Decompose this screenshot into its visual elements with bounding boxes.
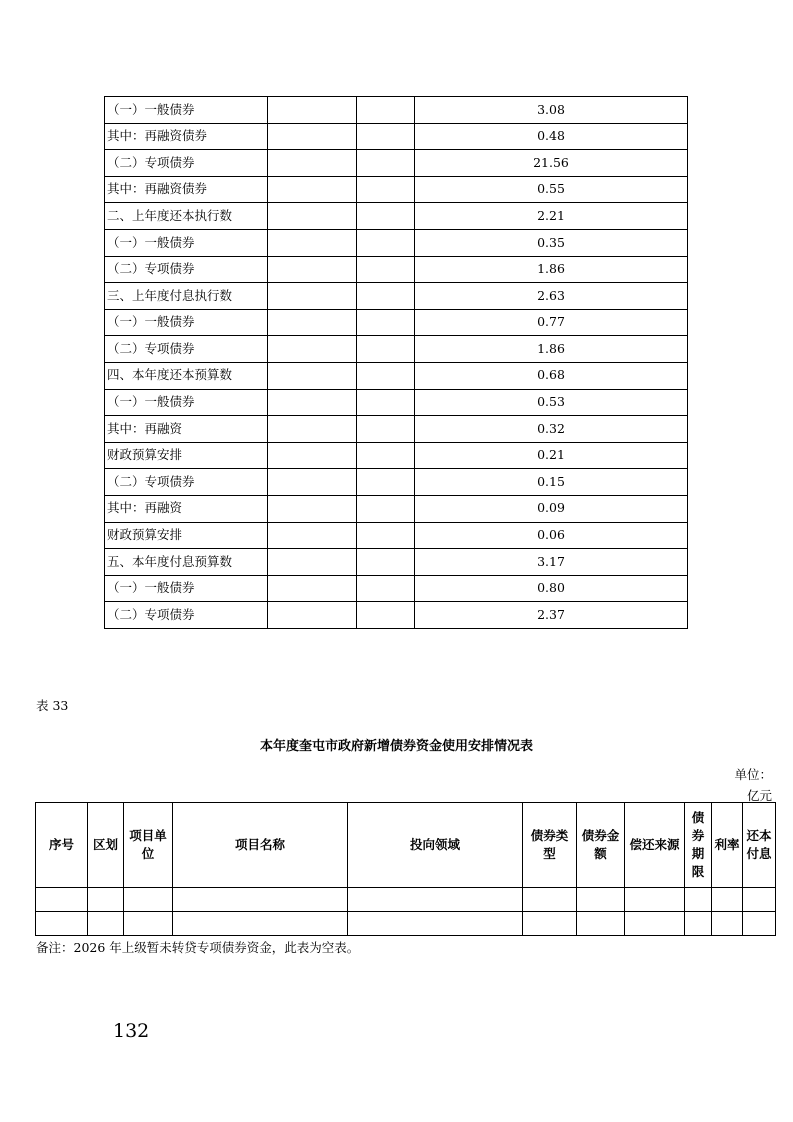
column-header-line: 型 [543,846,556,861]
row-label: （二）专项债券 [105,256,268,283]
empty-cell [357,150,415,177]
row-value: 0.68 [415,362,688,389]
table-row [105,283,688,310]
empty-cell [357,416,415,443]
empty-cell [268,389,357,416]
table-row [105,495,688,522]
empty-cell [268,575,357,602]
table-row [105,549,688,576]
empty-cell [124,912,173,936]
row-label: 三、上年度付息执行数 [105,283,268,310]
row-value: 0.06 [415,522,688,549]
row-value: 2.37 [415,602,688,629]
empty-cell [268,549,357,576]
table-row [105,522,688,549]
column-header [124,803,173,888]
row-label: 二、上年度还本执行数 [105,203,268,230]
row-value: 0.77 [415,309,688,336]
row-value: 0.80 [415,575,688,602]
empty-cell [268,469,357,496]
empty-cell [357,123,415,150]
empty-cell [268,283,357,310]
empty-cell [685,888,712,912]
table-row [105,123,688,150]
empty-cell [743,912,776,936]
column-header-line: 序号 [48,836,74,852]
empty-row [36,912,776,936]
empty-cell [357,389,415,416]
column-header-line: 利率 [714,836,740,852]
column-header-line: 投向领域 [409,836,460,852]
empty-cell [268,203,357,230]
empty-cell [523,912,577,936]
empty-cell [523,888,577,912]
table-row [105,442,688,469]
column-header-line: 偿还来源 [629,836,680,852]
empty-cell [357,442,415,469]
column-header [577,803,625,888]
row-label: 其中：再融资债券 [105,123,268,150]
empty-cell [268,416,357,443]
row-value: 0.21 [415,442,688,469]
column-header [348,803,523,888]
row-value: 0.35 [415,229,688,256]
empty-cell [348,912,523,936]
row-label: （一）一般债券 [105,229,268,256]
row-label: 其中：再融资 [105,495,268,522]
empty-cell [743,888,776,912]
column-header-line: 期 [691,846,705,861]
row-label: （二）专项债券 [105,336,268,363]
empty-cell [357,362,415,389]
empty-cell [88,888,124,912]
table-row [105,176,688,203]
empty-cell [268,256,357,283]
empty-cell [268,495,357,522]
row-label: （一）一般债券 [105,97,268,124]
table-row [105,389,688,416]
row-value: 1.86 [415,336,688,363]
empty-cell [124,888,173,912]
empty-cell [268,123,357,150]
row-label: 其中：再融资 [105,416,268,443]
empty-cell [36,888,88,912]
column-header-line: 还本 [746,827,772,843]
table-row [105,256,688,283]
empty-cell [268,522,357,549]
column-header-line: 区划 [92,836,118,852]
empty-cell [357,602,415,629]
column-header-line: 限 [691,864,705,880]
column-header [743,803,776,888]
empty-cell [577,888,625,912]
empty-cell [712,912,743,936]
row-value: 3.08 [415,97,688,124]
empty-cell [357,336,415,363]
unit-value: 亿元 [746,788,772,803]
empty-cell [357,575,415,602]
empty-cell [357,522,415,549]
empty-cell [268,150,357,177]
empty-cell [357,495,415,522]
column-header [625,803,685,888]
empty-cell [268,442,357,469]
column-header-line: 项目单 [129,827,167,843]
empty-cell [625,888,685,912]
row-label: （一）一般债券 [105,309,268,336]
empty-cell [685,912,712,936]
empty-cell [348,888,523,912]
table-row [105,229,688,256]
row-value: 2.63 [415,283,688,310]
empty-cell [357,283,415,310]
table-row [105,203,688,230]
empty-cell [577,912,625,936]
new-bond-allocation-table [35,802,776,936]
empty-cell [268,176,357,203]
row-label: 四、本年度还本预算数 [105,362,268,389]
row-value: 2.21 [415,203,688,230]
empty-cell [268,362,357,389]
table-row [105,336,688,363]
row-value: 21.56 [415,150,688,177]
table-row [105,575,688,602]
empty-cell [712,888,743,912]
column-header [173,803,348,888]
column-header-line: 额 [594,846,607,861]
column-header [712,803,743,888]
row-label: 财政预算安排 [105,442,268,469]
empty-cell [268,602,357,629]
table-row [105,309,688,336]
column-header-line: 债券类 [530,827,569,843]
column-header [685,803,712,888]
column-header-line: 债券金 [581,827,620,843]
unit-label: 单位： [734,767,772,782]
empty-cell [357,97,415,124]
table-header-row [36,803,776,888]
empty-cell [36,912,88,936]
empty-cell [268,229,357,256]
empty-cell [268,336,357,363]
table-row [105,150,688,177]
row-value: 1.86 [415,256,688,283]
row-value: 3.17 [415,549,688,576]
empty-cell [268,309,357,336]
empty-cell [357,176,415,203]
empty-cell [173,912,348,936]
column-header-line: 付息 [746,846,772,861]
row-value: 0.53 [415,389,688,416]
row-label: （二）专项债券 [105,469,268,496]
empty-cell [357,469,415,496]
empty-cell [357,256,415,283]
row-label: （二）专项债券 [105,602,268,629]
empty-cell [357,229,415,256]
row-value: 0.15 [415,469,688,496]
row-label: 其中：再融资债券 [105,176,268,203]
table-note: 备注：2026 年上级暂未转贷专项债券资金，此表为空表。 [36,940,360,955]
row-value: 0.09 [415,495,688,522]
column-header-line: 券 [691,827,705,843]
row-value: 0.55 [415,176,688,203]
empty-cell [625,912,685,936]
empty-cell [88,912,124,936]
table-row [105,602,688,629]
empty-cell [357,549,415,576]
column-header [523,803,577,888]
table-number-label: 表 33 [36,698,69,713]
column-header-line: 位 [141,846,155,861]
column-header-line: 项目名称 [234,836,285,852]
row-label: （二）专项债券 [105,150,268,177]
page-number: 132 [113,1020,150,1042]
column-header [88,803,124,888]
empty-row [36,888,776,912]
table-row [105,469,688,496]
row-label: 财政预算安排 [105,522,268,549]
table-row [105,362,688,389]
column-header-line: 债 [691,809,705,825]
row-label: （一）一般债券 [105,575,268,602]
row-value: 0.48 [415,123,688,150]
row-label: （一）一般债券 [105,389,268,416]
row-value: 0.32 [415,416,688,443]
table-row [105,97,688,124]
empty-cell [268,97,357,124]
row-label: 五、本年度付息预算数 [105,549,268,576]
empty-cell [357,309,415,336]
table-title: 本年度奎屯市政府新增债券资金使用安排情况表 [259,739,533,754]
table-row [105,416,688,443]
column-header [36,803,88,888]
empty-cell [173,888,348,912]
debt-summary-table [104,96,688,629]
debt-summary-body [105,97,688,629]
empty-cell [357,203,415,230]
